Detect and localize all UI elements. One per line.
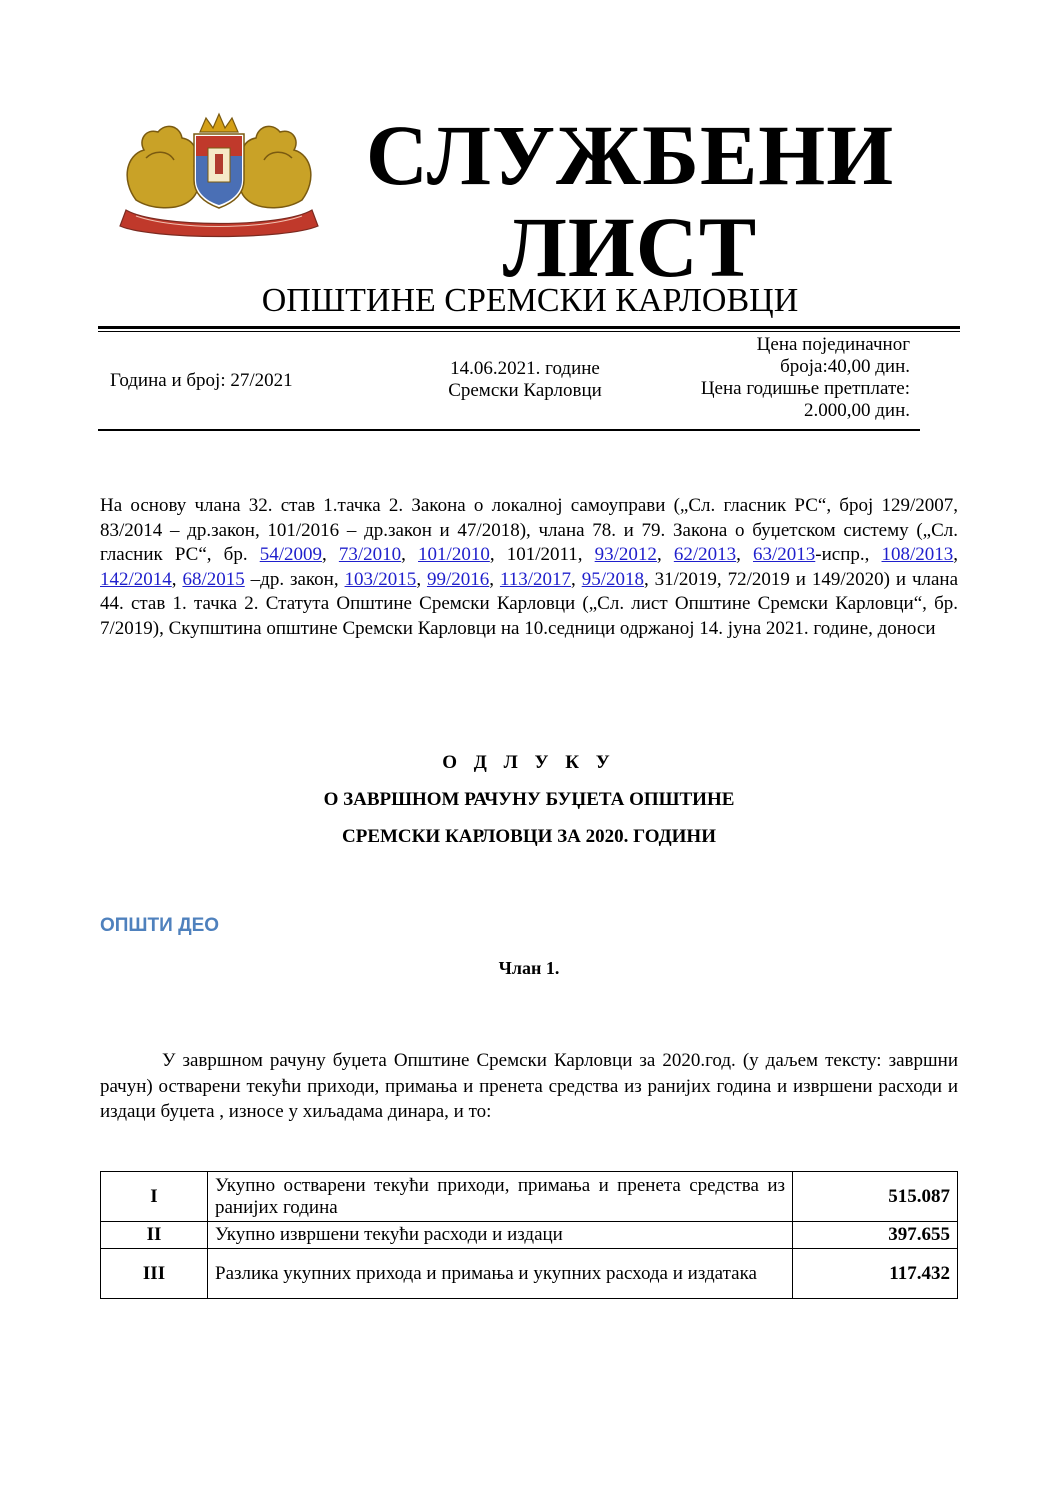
law-link[interactable]: 142/2014 (100, 568, 172, 590)
separator: , (656, 544, 674, 565)
price-line: 2.000,00 дин. (803, 400, 910, 421)
price-line: Цена годишње претплате: (700, 378, 910, 399)
price-block (660, 334, 910, 422)
separator: -испр., (815, 544, 882, 565)
row-value: 117.432 (793, 1249, 958, 1299)
header-bottom-rule (98, 429, 920, 431)
row-value: 515.087 (793, 1172, 958, 1222)
price-line: Цена појединачног (756, 334, 910, 355)
row-description: Укупно остварени текући приходи, примања и пренета средства из ранијих година (208, 1172, 793, 1222)
preamble-paragraph (100, 494, 958, 641)
law-link[interactable]: 103/2015 (344, 568, 417, 590)
table-row (101, 1172, 958, 1222)
decision-title: О Д Л У К У (442, 752, 616, 773)
separator: , (416, 568, 427, 590)
separator: , 101/2011, (489, 544, 595, 565)
preamble-text: , 31/2019, 72/2019 и 149/2020) и члана 44. став 1. тачка 2. Статута Општине Сремски Карловци („Сл. лист Општине Сремски Карловци“, бр. 7/2019), Скупштина општине Сремски Карловци на 10.седници одржаној 14. јуна 2021. године, доноси (100, 568, 959, 639)
masthead-title-line1: СЛУЖБЕНИ (365, 107, 895, 203)
row-number: I (101, 1172, 208, 1222)
separator: , (571, 568, 582, 590)
table-row (101, 1222, 958, 1249)
section-heading: ОПШТИ ДЕО (100, 915, 220, 936)
law-link[interactable]: 99/2016 (426, 568, 490, 590)
issue-number: Година и број: 27/2021 (110, 370, 293, 391)
law-link[interactable]: 93/2012 (594, 544, 657, 565)
law-link[interactable]: 73/2010 (338, 544, 402, 565)
decision-subtitle-line2: СРЕМСКИ КАРЛОВЦИ ЗА 2020. ГОДИНИ (342, 826, 716, 847)
row-number: III (101, 1249, 208, 1299)
header-rule-thin (98, 331, 960, 332)
law-link[interactable]: 62/2013 (673, 544, 737, 565)
law-link[interactable]: 113/2017 (499, 568, 572, 590)
coat-of-arms-logo (116, 110, 322, 240)
decision-subtitle-line1: О ЗАВРШНОМ РАЧУНУ БУЏЕТА ОПШТИНЕ (323, 789, 735, 810)
law-link[interactable]: 101/2010 (418, 544, 490, 565)
article-text: У завршном рачуну буџета Општине Сремски Карловци за 2020.год. (у даљем тексту: завршни рачун) остварени текући приходи, примања и пренета средства из ранијих година и извршени расходи и издаци буџета , износе у хиљадама динара, и то: (100, 1050, 958, 1122)
law-link[interactable]: 68/2015 (182, 568, 245, 590)
separator: , (321, 544, 339, 565)
issue-date-block (410, 358, 640, 402)
separator: , (401, 544, 419, 565)
separator: , (489, 568, 500, 590)
issue-place: Сремски Карловци (448, 380, 602, 401)
separator: , (736, 544, 753, 565)
issue-date: 14.06.2021. године (450, 358, 600, 379)
article-paragraph (100, 1048, 958, 1125)
law-link[interactable]: 95/2018 (581, 568, 644, 590)
separator: –др. закон, (244, 568, 345, 590)
article-heading: Члан 1. (498, 958, 560, 978)
masthead-subtitle: ОПШТИНЕ СРЕМСКИ КАРЛОВЦИ (261, 282, 799, 319)
row-description: Разлика укупних прихода и примања и укупних расхода и издатака (208, 1249, 793, 1299)
masthead-title-line2: ЛИСТ (502, 199, 758, 295)
law-link[interactable]: 54/2009 (259, 544, 322, 565)
price-line: броја:40,00 дин. (780, 356, 910, 377)
row-description: Укупно извршени текући расходи и издаци (208, 1222, 793, 1249)
separator: , (953, 544, 959, 565)
totals-table (100, 1171, 958, 1299)
header-rule (98, 326, 960, 329)
preamble-text: На основу члана 32. став 1.тачка 2. Закона о локалној самоуправи („Сл. гласник РС“, број 129/2007, 83/2014 – др.закон, 101/2016 – др.закон и 47/2018), члана 78. и 79. Закона о буџетском систему („Сл. гласник РС“, бр. (100, 495, 958, 565)
law-link[interactable]: 108/2013 (881, 544, 954, 565)
law-link[interactable]: 63/2013 (753, 544, 816, 565)
table-row (101, 1249, 958, 1299)
row-number: II (101, 1222, 208, 1249)
row-value: 397.655 (793, 1222, 958, 1249)
separator: , (171, 568, 183, 590)
